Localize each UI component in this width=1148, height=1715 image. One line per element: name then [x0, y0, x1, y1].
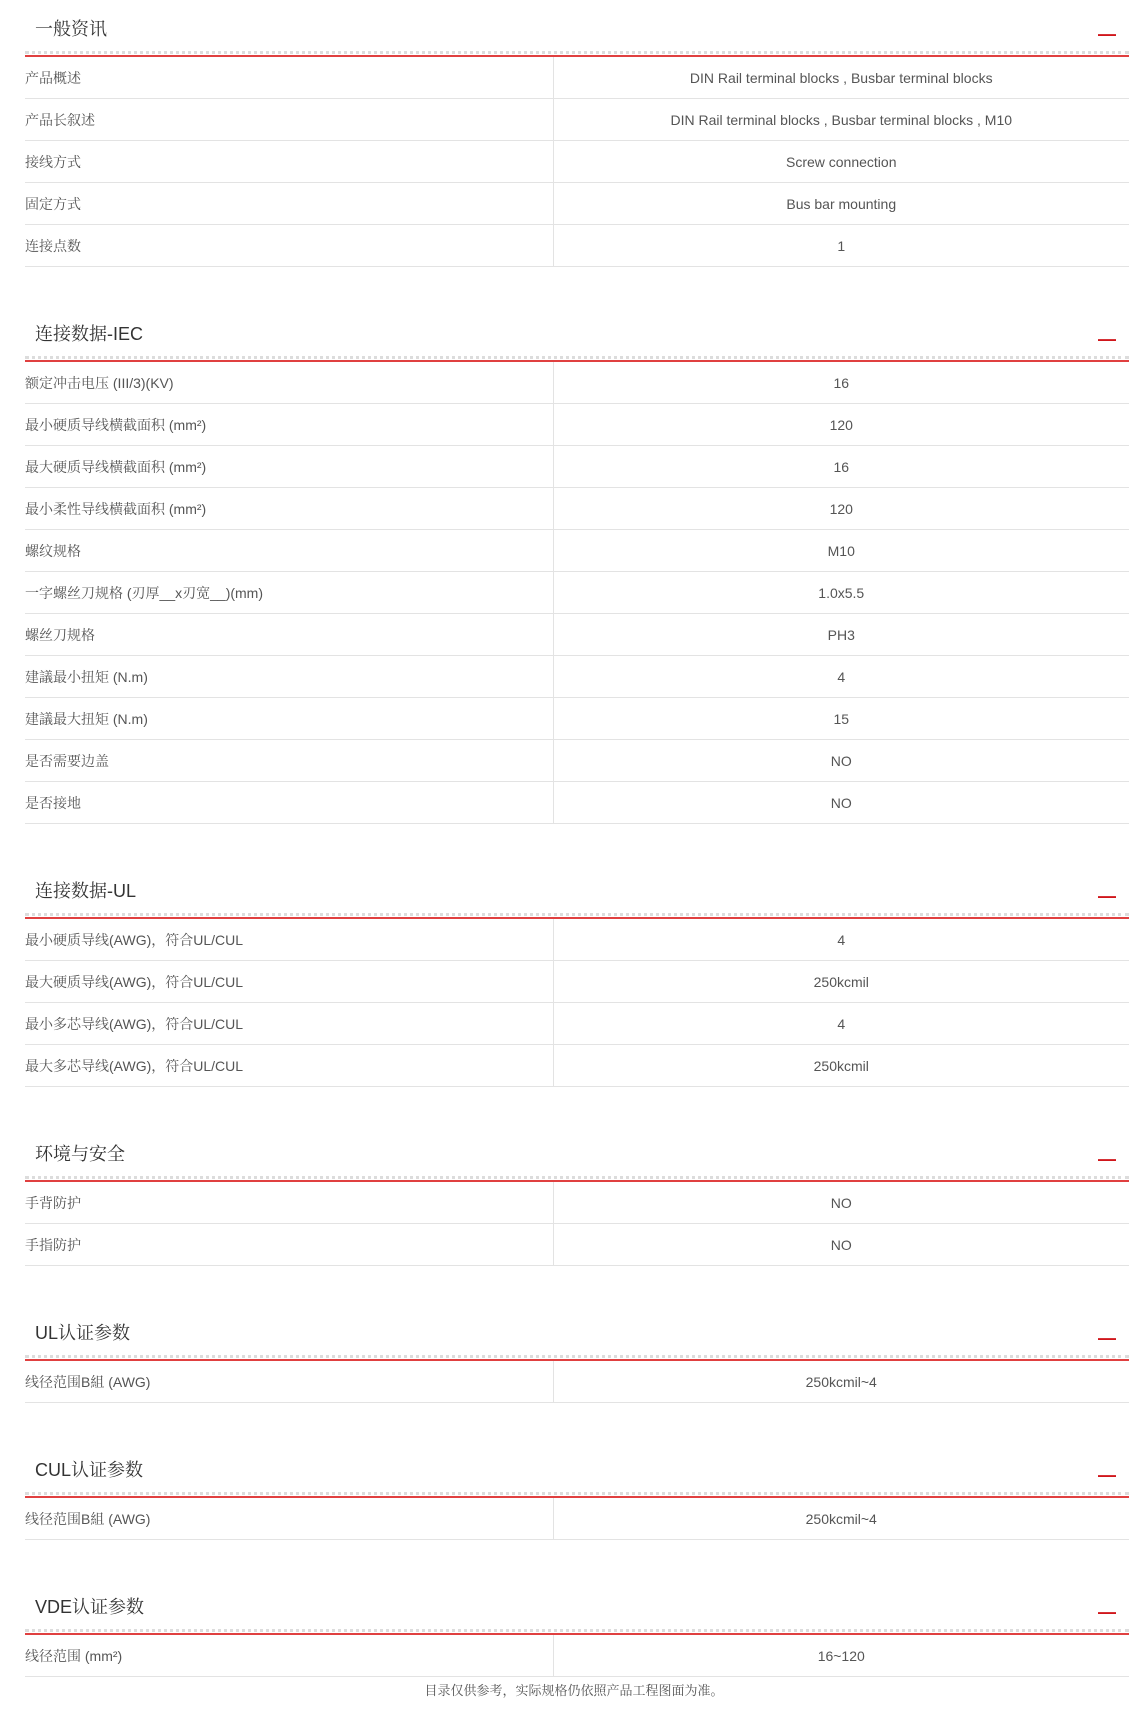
section-header[interactable] — [25, 862, 1129, 919]
section-title: CUL认证参数 — [35, 1460, 144, 1480]
section-title: 连接数据-UL — [35, 881, 137, 901]
table-row — [25, 614, 1129, 656]
spec-table — [25, 919, 1129, 1087]
collapse-icon[interactable]: — — [1098, 24, 1116, 44]
table-row — [25, 572, 1129, 614]
collapse-icon[interactable]: — — [1098, 1465, 1116, 1485]
spec-label: 产品概述 — [25, 57, 553, 99]
table-row — [25, 530, 1129, 572]
table-row — [25, 488, 1129, 530]
table-row — [25, 1361, 1129, 1403]
collapse-icon[interactable]: — — [1098, 1602, 1116, 1622]
spec-label: 最小多芯导线(AWG)，符合UL/CUL — [25, 1003, 553, 1045]
spec-label: 最大硬质导线横截面积 (mm²) — [25, 446, 553, 488]
spec-value: 250kcmil~4 — [553, 1498, 1129, 1540]
table-row — [25, 99, 1129, 141]
section-header[interactable] — [25, 0, 1129, 57]
section-divider — [25, 1629, 1129, 1635]
section-title: 连接数据-IEC — [35, 324, 143, 344]
spec-value: 250kcmil — [553, 961, 1129, 1003]
spec-label: 是否需要边盖 — [25, 740, 553, 782]
spec-value: PH3 — [553, 614, 1129, 656]
collapse-icon[interactable]: — — [1098, 329, 1116, 349]
section-divider — [25, 1176, 1129, 1182]
table-row — [25, 1635, 1129, 1677]
spec-value: 16~120 — [553, 1635, 1129, 1677]
table-row — [25, 57, 1129, 99]
section-divider — [25, 913, 1129, 919]
section-title: 环境与安全 — [35, 1144, 125, 1164]
section-spacer — [25, 1266, 1129, 1304]
spec-label: 线径范围B組 (AWG) — [25, 1498, 553, 1540]
table-row — [25, 740, 1129, 782]
spec-value: NO — [553, 740, 1129, 782]
section-header[interactable] — [25, 1578, 1129, 1635]
spec-value: 4 — [553, 1003, 1129, 1045]
table-row — [25, 1003, 1129, 1045]
spec-label: 最小柔性导线横截面积 (mm²) — [25, 488, 553, 530]
spec-value: 4 — [553, 919, 1129, 961]
section-title: VDE认证参数 — [35, 1597, 145, 1617]
table-row — [25, 1182, 1129, 1224]
spec-value: 250kcmil — [553, 1045, 1129, 1087]
spec-label: 最小硬质导线横截面积 (mm²) — [25, 404, 553, 446]
spec-table — [25, 362, 1129, 824]
section-title: UL认证参数 — [35, 1323, 131, 1343]
section-spacer — [25, 1540, 1129, 1578]
collapse-icon[interactable]: — — [1098, 1149, 1116, 1169]
collapse-icon[interactable]: — — [1098, 1328, 1116, 1348]
section-title: 一般资讯 — [35, 19, 107, 39]
section-spacer — [25, 824, 1129, 862]
spec-table — [25, 1635, 1129, 1677]
spec-value: 120 — [553, 404, 1129, 446]
spec-value: NO — [553, 1224, 1129, 1266]
table-row — [25, 656, 1129, 698]
collapse-icon[interactable]: — — [1098, 886, 1116, 906]
spec-value: M10 — [553, 530, 1129, 572]
table-row — [25, 362, 1129, 404]
spec-value: DIN Rail terminal blocks , Busbar terminal blocks , M10 — [553, 99, 1129, 141]
spec-label: 最大硬质导线(AWG)，符合UL/CUL — [25, 961, 553, 1003]
spec-value: 120 — [553, 488, 1129, 530]
spec-value: 1 — [553, 225, 1129, 267]
table-row — [25, 698, 1129, 740]
spec-label: 线径范围 (mm²) — [25, 1635, 553, 1677]
section-divider — [25, 51, 1129, 57]
spec-value: 16 — [553, 362, 1129, 404]
spec-value: 1.0x5.5 — [553, 572, 1129, 614]
spec-label: 接线方式 — [25, 141, 553, 183]
spec-value: DIN Rail terminal blocks , Busbar terminal blocks — [553, 57, 1129, 99]
table-row — [25, 183, 1129, 225]
spec-value: Bus bar mounting — [553, 183, 1129, 225]
section-spacer — [25, 1403, 1129, 1441]
table-row — [25, 782, 1129, 824]
spec-section — [25, 1578, 1129, 1677]
spec-label: 线径范围B組 (AWG) — [25, 1361, 553, 1403]
spec-section — [25, 1125, 1129, 1304]
spec-table — [25, 1361, 1129, 1403]
section-divider — [25, 1492, 1129, 1498]
table-row — [25, 1224, 1129, 1266]
spec-sheet — [25, 0, 1129, 1677]
spec-label: 最小硬质导线(AWG)，符合UL/CUL — [25, 919, 553, 961]
spec-label: 手指防护 — [25, 1224, 553, 1266]
spec-label: 螺丝刀规格 — [25, 614, 553, 656]
section-header[interactable] — [25, 1125, 1129, 1182]
table-row — [25, 1045, 1129, 1087]
section-divider — [25, 356, 1129, 362]
spec-label: 一字螺丝刀规格 (刃厚__x刃宽__)(mm) — [25, 572, 553, 614]
section-spacer — [25, 267, 1129, 305]
section-header[interactable] — [25, 1304, 1129, 1361]
section-spacer — [25, 1087, 1129, 1125]
table-row — [25, 225, 1129, 267]
spec-section — [25, 0, 1129, 305]
section-header[interactable] — [25, 305, 1129, 362]
spec-label: 建議最小扭矩 (N.m) — [25, 656, 553, 698]
spec-label: 螺纹规格 — [25, 530, 553, 572]
spec-section — [25, 862, 1129, 1125]
table-row — [25, 919, 1129, 961]
spec-section — [25, 305, 1129, 862]
spec-table — [25, 1182, 1129, 1266]
table-row — [25, 1498, 1129, 1540]
spec-section — [25, 1304, 1129, 1441]
spec-value: 15 — [553, 698, 1129, 740]
spec-label: 手背防护 — [25, 1182, 553, 1224]
spec-label: 固定方式 — [25, 183, 553, 225]
spec-label: 额定冲击电压 (III/3)(KV) — [25, 362, 553, 404]
spec-table — [25, 1498, 1129, 1540]
spec-label: 是否接地 — [25, 782, 553, 824]
table-row — [25, 404, 1129, 446]
footer-note: 目录仅供参考，实际规格仍依照产品工程图面为准。 — [424, 1683, 724, 1698]
spec-label: 产品长叙述 — [25, 99, 553, 141]
spec-table — [25, 57, 1129, 267]
spec-value: 250kcmil~4 — [553, 1361, 1129, 1403]
spec-value: 16 — [553, 446, 1129, 488]
spec-label: 建議最大扭矩 (N.m) — [25, 698, 553, 740]
table-row — [25, 446, 1129, 488]
spec-label: 连接点数 — [25, 225, 553, 267]
spec-value: NO — [553, 782, 1129, 824]
spec-value: 4 — [553, 656, 1129, 698]
spec-value: NO — [553, 1182, 1129, 1224]
section-divider — [25, 1355, 1129, 1361]
spec-label: 最大多芯导线(AWG)，符合UL/CUL — [25, 1045, 553, 1087]
section-header[interactable] — [25, 1441, 1129, 1498]
spec-value: Screw connection — [553, 141, 1129, 183]
table-row — [25, 141, 1129, 183]
spec-section — [25, 1441, 1129, 1578]
table-row — [25, 961, 1129, 1003]
